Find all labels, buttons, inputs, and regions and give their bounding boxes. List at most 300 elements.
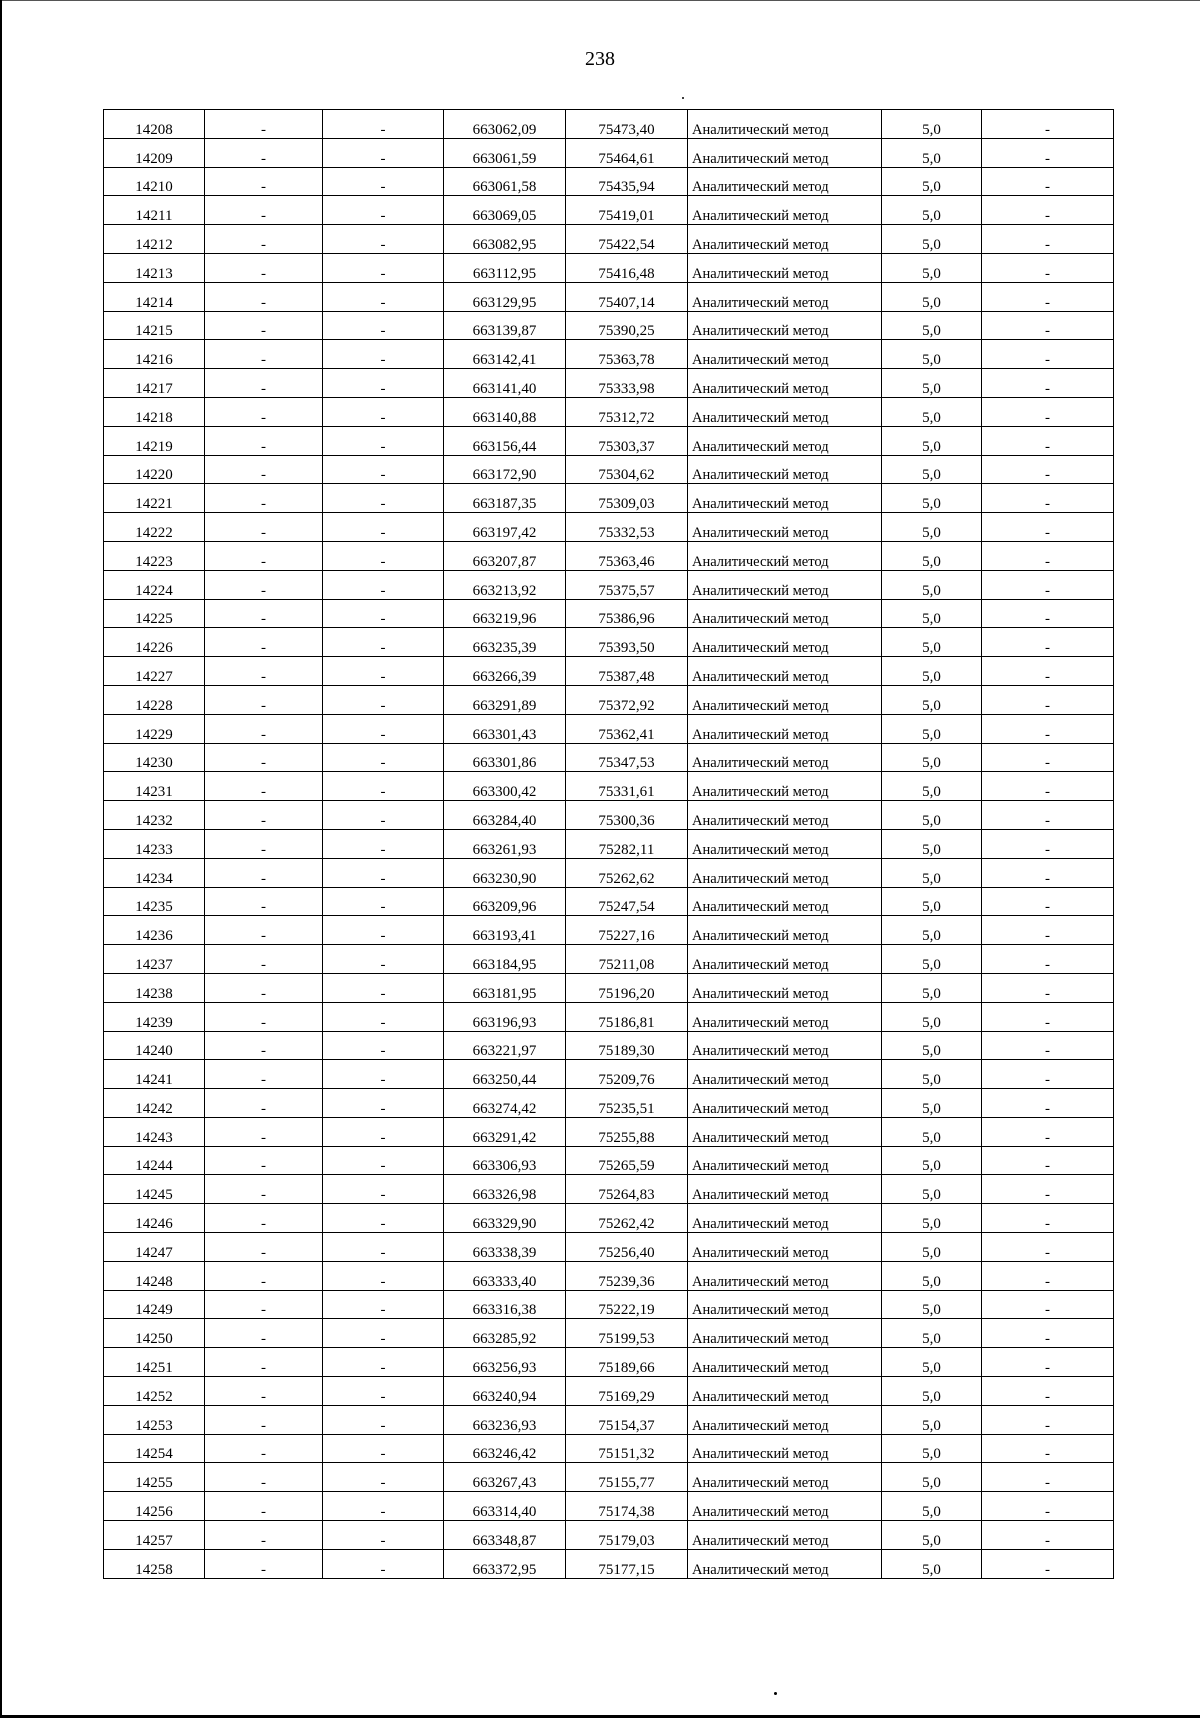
cell-col-3: - [323,311,444,340]
cell-point-number: 14222 [104,513,205,542]
cell-y-coordinate: 75151,32 [566,1434,688,1463]
cell-x-coordinate: 663062,09 [444,110,566,139]
cell-col-3: - [323,628,444,657]
cell-y-coordinate: 75303,37 [566,426,688,455]
cell-col-3: - [323,1405,444,1434]
cell-accuracy: 5,0 [882,426,982,455]
cell-accuracy: 5,0 [882,945,982,974]
cell-method: Аналитический метод [688,1463,882,1492]
cell-point-number: 14253 [104,1405,205,1434]
cell-y-coordinate: 75186,81 [566,1002,688,1031]
table-row [104,570,1114,599]
cell-accuracy: 5,0 [882,1290,982,1319]
table-row [104,369,1114,398]
cell-y-coordinate: 75332,53 [566,513,688,542]
cell-col-2: - [205,369,323,398]
cell-col-2: - [205,1117,323,1146]
cell-description: - [982,110,1114,139]
cell-accuracy: 5,0 [882,657,982,686]
table-row [104,1549,1114,1578]
cell-col-3: - [323,714,444,743]
cell-x-coordinate: 663140,88 [444,397,566,426]
cell-x-coordinate: 663230,90 [444,858,566,887]
cell-x-coordinate: 663141,40 [444,369,566,398]
table-row [104,513,1114,542]
cell-col-3: - [323,772,444,801]
cell-description: - [982,455,1114,484]
cell-accuracy: 5,0 [882,196,982,225]
cell-col-2: - [205,1290,323,1319]
cell-y-coordinate: 75386,96 [566,599,688,628]
cell-description: - [982,628,1114,657]
cell-accuracy: 5,0 [882,1377,982,1406]
cell-col-2: - [205,1060,323,1089]
cell-description: - [982,426,1114,455]
cell-description: - [982,743,1114,772]
cell-accuracy: 5,0 [882,1060,982,1089]
cell-col-2: - [205,311,323,340]
cell-x-coordinate: 663246,42 [444,1434,566,1463]
cell-point-number: 14213 [104,253,205,282]
cell-method: Аналитический метод [688,196,882,225]
cell-method: Аналитический метод [688,570,882,599]
cell-col-3: - [323,945,444,974]
cell-col-2: - [205,196,323,225]
cell-y-coordinate: 75407,14 [566,282,688,311]
cell-col-3: - [323,1117,444,1146]
cell-description: - [982,484,1114,513]
cell-description: - [982,916,1114,945]
page-top-edge [0,0,1200,1]
cell-point-number: 14244 [104,1146,205,1175]
cell-description: - [982,772,1114,801]
cell-col-3: - [323,541,444,570]
table-row [104,253,1114,282]
cell-description: - [982,1319,1114,1348]
cell-accuracy: 5,0 [882,628,982,657]
cell-accuracy: 5,0 [882,110,982,139]
cell-x-coordinate: 663061,59 [444,138,566,167]
cell-y-coordinate: 75174,38 [566,1492,688,1521]
cell-col-2: - [205,887,323,916]
cell-accuracy: 5,0 [882,1233,982,1262]
cell-col-2: - [205,1319,323,1348]
cell-y-coordinate: 75256,40 [566,1233,688,1262]
cell-x-coordinate: 663301,86 [444,743,566,772]
table-row [104,167,1114,196]
cell-description: - [982,1204,1114,1233]
cell-col-3: - [323,1377,444,1406]
cell-description: - [982,513,1114,542]
table-body [104,110,1114,1579]
cell-col-3: - [323,1031,444,1060]
cell-accuracy: 5,0 [882,1492,982,1521]
cell-y-coordinate: 75154,37 [566,1405,688,1434]
cell-x-coordinate: 663235,39 [444,628,566,657]
cell-y-coordinate: 75333,98 [566,369,688,398]
table-row [104,1261,1114,1290]
cell-x-coordinate: 663213,92 [444,570,566,599]
cell-point-number: 14247 [104,1233,205,1262]
cell-method: Аналитический метод [688,311,882,340]
cell-y-coordinate: 75416,48 [566,253,688,282]
cell-col-2: - [205,772,323,801]
cell-y-coordinate: 75209,76 [566,1060,688,1089]
cell-col-3: - [323,1521,444,1550]
cell-description: - [982,1175,1114,1204]
cell-point-number: 14210 [104,167,205,196]
cell-col-2: - [205,743,323,772]
cell-method: Аналитический метод [688,1290,882,1319]
cell-method: Аналитический метод [688,829,882,858]
cell-y-coordinate: 75265,59 [566,1146,688,1175]
cell-description: - [982,1549,1114,1578]
cell-x-coordinate: 663082,95 [444,225,566,254]
cell-description: - [982,1233,1114,1262]
cell-x-coordinate: 663219,96 [444,599,566,628]
cell-description: - [982,801,1114,830]
cell-description: - [982,1002,1114,1031]
cell-method: Аналитический метод [688,1261,882,1290]
cell-point-number: 14252 [104,1377,205,1406]
cell-y-coordinate: 75309,03 [566,484,688,513]
cell-col-2: - [205,628,323,657]
cell-x-coordinate: 663221,97 [444,1031,566,1060]
cell-col-3: - [323,1348,444,1377]
cell-x-coordinate: 663306,93 [444,1146,566,1175]
cell-point-number: 14234 [104,858,205,887]
cell-accuracy: 5,0 [882,829,982,858]
cell-point-number: 14251 [104,1348,205,1377]
cell-accuracy: 5,0 [882,167,982,196]
cell-method: Аналитический метод [688,541,882,570]
cell-col-3: - [323,570,444,599]
cell-point-number: 14211 [104,196,205,225]
cell-accuracy: 5,0 [882,311,982,340]
cell-accuracy: 5,0 [882,455,982,484]
cell-y-coordinate: 75227,16 [566,916,688,945]
cell-col-2: - [205,1089,323,1118]
cell-col-2: - [205,541,323,570]
cell-description: - [982,657,1114,686]
cell-point-number: 14238 [104,973,205,1002]
cell-point-number: 14232 [104,801,205,830]
cell-point-number: 14218 [104,397,205,426]
cell-col-3: - [323,599,444,628]
cell-method: Аналитический метод [688,1089,882,1118]
cell-method: Аналитический метод [688,1549,882,1578]
cell-point-number: 14249 [104,1290,205,1319]
cell-col-3: - [323,1002,444,1031]
table-row [104,657,1114,686]
cell-col-2: - [205,340,323,369]
cell-x-coordinate: 663326,98 [444,1175,566,1204]
cell-accuracy: 5,0 [882,397,982,426]
cell-point-number: 14214 [104,282,205,311]
cell-description: - [982,1290,1114,1319]
cell-y-coordinate: 75199,53 [566,1319,688,1348]
cell-col-2: - [205,1492,323,1521]
cell-description: - [982,685,1114,714]
cell-col-2: - [205,657,323,686]
cell-x-coordinate: 663338,39 [444,1233,566,1262]
cell-description: - [982,167,1114,196]
cell-col-3: - [323,1204,444,1233]
cell-y-coordinate: 75464,61 [566,138,688,167]
cell-col-2: - [205,1377,323,1406]
cell-x-coordinate: 663300,42 [444,772,566,801]
table-row [104,743,1114,772]
cell-col-3: - [323,484,444,513]
cell-col-3: - [323,1492,444,1521]
page-number: 238 [585,48,615,70]
cell-point-number: 14224 [104,570,205,599]
cell-x-coordinate: 663172,90 [444,455,566,484]
cell-point-number: 14225 [104,599,205,628]
cell-method: Аналитический метод [688,858,882,887]
cell-point-number: 14254 [104,1434,205,1463]
cell-col-2: - [205,426,323,455]
cell-x-coordinate: 663193,41 [444,916,566,945]
cell-accuracy: 5,0 [882,1434,982,1463]
cell-col-3: - [323,196,444,225]
cell-description: - [982,253,1114,282]
cell-point-number: 14240 [104,1031,205,1060]
cell-col-3: - [323,1261,444,1290]
cell-description: - [982,570,1114,599]
cell-point-number: 14231 [104,772,205,801]
cell-accuracy: 5,0 [882,1549,982,1578]
cell-accuracy: 5,0 [882,340,982,369]
cell-col-3: - [323,973,444,1002]
cell-col-3: - [323,1463,444,1492]
cell-point-number: 14233 [104,829,205,858]
cell-y-coordinate: 75393,50 [566,628,688,657]
cell-point-number: 14209 [104,138,205,167]
cell-y-coordinate: 75375,57 [566,570,688,599]
cell-description: - [982,599,1114,628]
cell-accuracy: 5,0 [882,1261,982,1290]
cell-method: Аналитический метод [688,1117,882,1146]
cell-y-coordinate: 75189,66 [566,1348,688,1377]
table-row [104,484,1114,513]
cell-col-3: - [323,138,444,167]
cell-description: - [982,1463,1114,1492]
cell-description: - [982,138,1114,167]
cell-description: - [982,196,1114,225]
cell-col-2: - [205,484,323,513]
cell-col-2: - [205,1348,323,1377]
cell-point-number: 14258 [104,1549,205,1578]
cell-description: - [982,369,1114,398]
table-row [104,772,1114,801]
cell-x-coordinate: 663267,43 [444,1463,566,1492]
table-row [104,1405,1114,1434]
cell-description: - [982,1031,1114,1060]
cell-x-coordinate: 663129,95 [444,282,566,311]
cell-accuracy: 5,0 [882,801,982,830]
cell-method: Аналитический метод [688,340,882,369]
table-row [104,1002,1114,1031]
cell-point-number: 14228 [104,685,205,714]
table-row [104,685,1114,714]
cell-description: - [982,340,1114,369]
cell-y-coordinate: 75304,62 [566,455,688,484]
cell-accuracy: 5,0 [882,1089,982,1118]
table-row [104,628,1114,657]
cell-x-coordinate: 663314,40 [444,1492,566,1521]
cell-description: - [982,397,1114,426]
cell-col-2: - [205,1549,323,1578]
cell-y-coordinate: 75372,92 [566,685,688,714]
cell-method: Аналитический метод [688,685,882,714]
cell-accuracy: 5,0 [882,1031,982,1060]
cell-x-coordinate: 663187,35 [444,484,566,513]
cell-method: Аналитический метод [688,887,882,916]
cell-col-3: - [323,829,444,858]
cell-y-coordinate: 75255,88 [566,1117,688,1146]
cell-x-coordinate: 663112,95 [444,253,566,282]
table-row [104,1348,1114,1377]
cell-col-3: - [323,1233,444,1262]
cell-col-3: - [323,1434,444,1463]
cell-col-3: - [323,1060,444,1089]
table-row [104,282,1114,311]
cell-method: Аналитический метод [688,167,882,196]
cell-x-coordinate: 663069,05 [444,196,566,225]
cell-method: Аналитический метод [688,455,882,484]
cell-col-2: - [205,973,323,1002]
cell-x-coordinate: 663207,87 [444,541,566,570]
cell-method: Аналитический метод [688,916,882,945]
page-left-edge [0,0,2,1718]
cell-method: Аналитический метод [688,628,882,657]
cell-point-number: 14220 [104,455,205,484]
cell-method: Аналитический метод [688,1521,882,1550]
cell-x-coordinate: 663274,42 [444,1089,566,1118]
cell-y-coordinate: 75239,36 [566,1261,688,1290]
cell-method: Аналитический метод [688,110,882,139]
cell-method: Аналитический метод [688,484,882,513]
cell-col-2: - [205,714,323,743]
cell-col-3: - [323,513,444,542]
cell-accuracy: 5,0 [882,484,982,513]
cell-description: - [982,1434,1114,1463]
cell-col-2: - [205,167,323,196]
cell-x-coordinate: 663250,44 [444,1060,566,1089]
table-row [104,225,1114,254]
cell-accuracy: 5,0 [882,858,982,887]
cell-point-number: 14255 [104,1463,205,1492]
cell-col-3: - [323,916,444,945]
cell-point-number: 14227 [104,657,205,686]
cell-x-coordinate: 663372,95 [444,1549,566,1578]
cell-col-2: - [205,1233,323,1262]
cell-method: Аналитический метод [688,1377,882,1406]
cell-accuracy: 5,0 [882,1175,982,1204]
cell-point-number: 14230 [104,743,205,772]
cell-description: - [982,1377,1114,1406]
cell-point-number: 14241 [104,1060,205,1089]
cell-method: Аналитический метод [688,513,882,542]
cell-x-coordinate: 663184,95 [444,945,566,974]
cell-point-number: 14250 [104,1319,205,1348]
table-row [104,1492,1114,1521]
table-row [104,1463,1114,1492]
cell-description: - [982,887,1114,916]
cell-description: - [982,1261,1114,1290]
cell-x-coordinate: 663348,87 [444,1521,566,1550]
cell-description: - [982,1348,1114,1377]
table-row [104,1521,1114,1550]
cell-accuracy: 5,0 [882,1319,982,1348]
cell-col-2: - [205,1002,323,1031]
table-row [104,196,1114,225]
cell-accuracy: 5,0 [882,1002,982,1031]
table-row [104,1434,1114,1463]
cell-accuracy: 5,0 [882,1348,982,1377]
cell-y-coordinate: 75422,54 [566,225,688,254]
cell-x-coordinate: 663240,94 [444,1377,566,1406]
cell-col-3: - [323,340,444,369]
cell-col-3: - [323,685,444,714]
cell-point-number: 14229 [104,714,205,743]
cell-y-coordinate: 75347,53 [566,743,688,772]
cell-col-3: - [323,743,444,772]
cell-description: - [982,225,1114,254]
cell-method: Аналитический метод [688,426,882,455]
cell-accuracy: 5,0 [882,138,982,167]
cell-col-3: - [323,397,444,426]
cell-accuracy: 5,0 [882,887,982,916]
cell-col-3: - [323,1319,444,1348]
cell-point-number: 14212 [104,225,205,254]
scan-speck [774,1692,777,1695]
cell-y-coordinate: 75262,42 [566,1204,688,1233]
cell-x-coordinate: 663061,58 [444,167,566,196]
cell-y-coordinate: 75473,40 [566,110,688,139]
cell-method: Аналитический метод [688,1492,882,1521]
cell-method: Аналитический метод [688,714,882,743]
table-row [104,829,1114,858]
table-row [104,1319,1114,1348]
cell-method: Аналитический метод [688,599,882,628]
cell-col-2: - [205,1175,323,1204]
cell-description: - [982,858,1114,887]
cell-method: Аналитический метод [688,772,882,801]
cell-y-coordinate: 75262,62 [566,858,688,887]
cell-description: - [982,1060,1114,1089]
cell-y-coordinate: 75362,41 [566,714,688,743]
cell-method: Аналитический метод [688,945,882,974]
cell-x-coordinate: 663196,93 [444,1002,566,1031]
cell-accuracy: 5,0 [882,282,982,311]
cell-accuracy: 5,0 [882,1204,982,1233]
cell-x-coordinate: 663301,43 [444,714,566,743]
cell-method: Аналитический метод [688,1031,882,1060]
cell-x-coordinate: 663236,93 [444,1405,566,1434]
table-row [104,1290,1114,1319]
cell-method: Аналитический метод [688,1233,882,1262]
cell-col-2: - [205,1031,323,1060]
cell-point-number: 14248 [104,1261,205,1290]
cell-x-coordinate: 663316,38 [444,1290,566,1319]
cell-y-coordinate: 75390,25 [566,311,688,340]
cell-y-coordinate: 75196,20 [566,973,688,1002]
cell-description: - [982,945,1114,974]
cell-point-number: 14246 [104,1204,205,1233]
cell-col-2: - [205,455,323,484]
